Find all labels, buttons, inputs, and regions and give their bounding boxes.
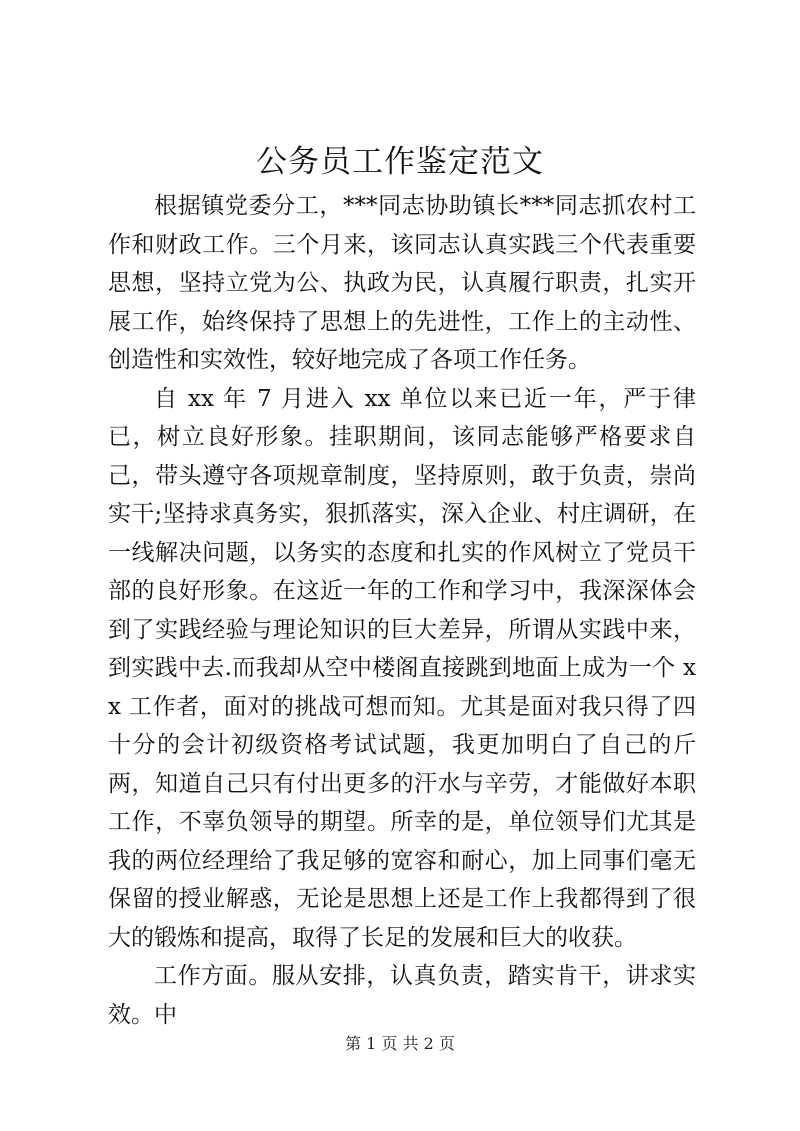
paragraph-3: 工作方面。服从安排，认真负责，踏实肯干，讲求实效。中 xyxy=(108,963,696,1028)
document-body xyxy=(108,187,696,1034)
document-title: 公务员工作鉴定范文 xyxy=(256,144,544,180)
page-footer: 第 1 页 共 2 页 xyxy=(345,1034,455,1053)
paragraph-1: 根据镇党委分工，***同志协助镇长***同志抓农村工作和财政工作。三个月来，该同志认真实践三个代表重要思想，坚持立党为公、执政为民，认真履行职责，扎实开展工作，始终保持了思想上的先进性，工作上的主动性、创造性和实效性，较好地完成了各项工作任务。 xyxy=(108,193,696,373)
paragraph-2: 自 xx 年 7 月进入 xx 单位以来已近一年，严于律已，树立良好形象。挂职期间，该同志能够严格要求自己，带头遵守各项规章制度，坚持原则，敢于负责，崇尚实干;坚持求真务实，狠抓落实，深入企业、村庄调研，在一线解决问题，以务实的态度和扎实的作风树立了党员干部的良好形象。在这近一年的工作和学习中，我深深体会到了实践经验与理论知识的巨大差异，所谓从实践中来，到实践中去.而我却从空中楼阁直接跳到地面上成为一个 xx 工作者，面对的挑战可想而知。尤其是面对我只得了四十分的会计初级资格考试试题，我更加明白了自己的斤两，知道自己只有付出更多的汗水与辛劳，才能做好本职工作，不辜负领导的期望。所幸的是，单位领导们尤其是我的两位经理给了我足够的宽容和耐心，加上同事们毫无保留的授业解惑，无论是思想上还是工作上我都得到了很大的锻炼和提高，取得了长足的发展和巨大的收获。 xyxy=(108,385,696,951)
